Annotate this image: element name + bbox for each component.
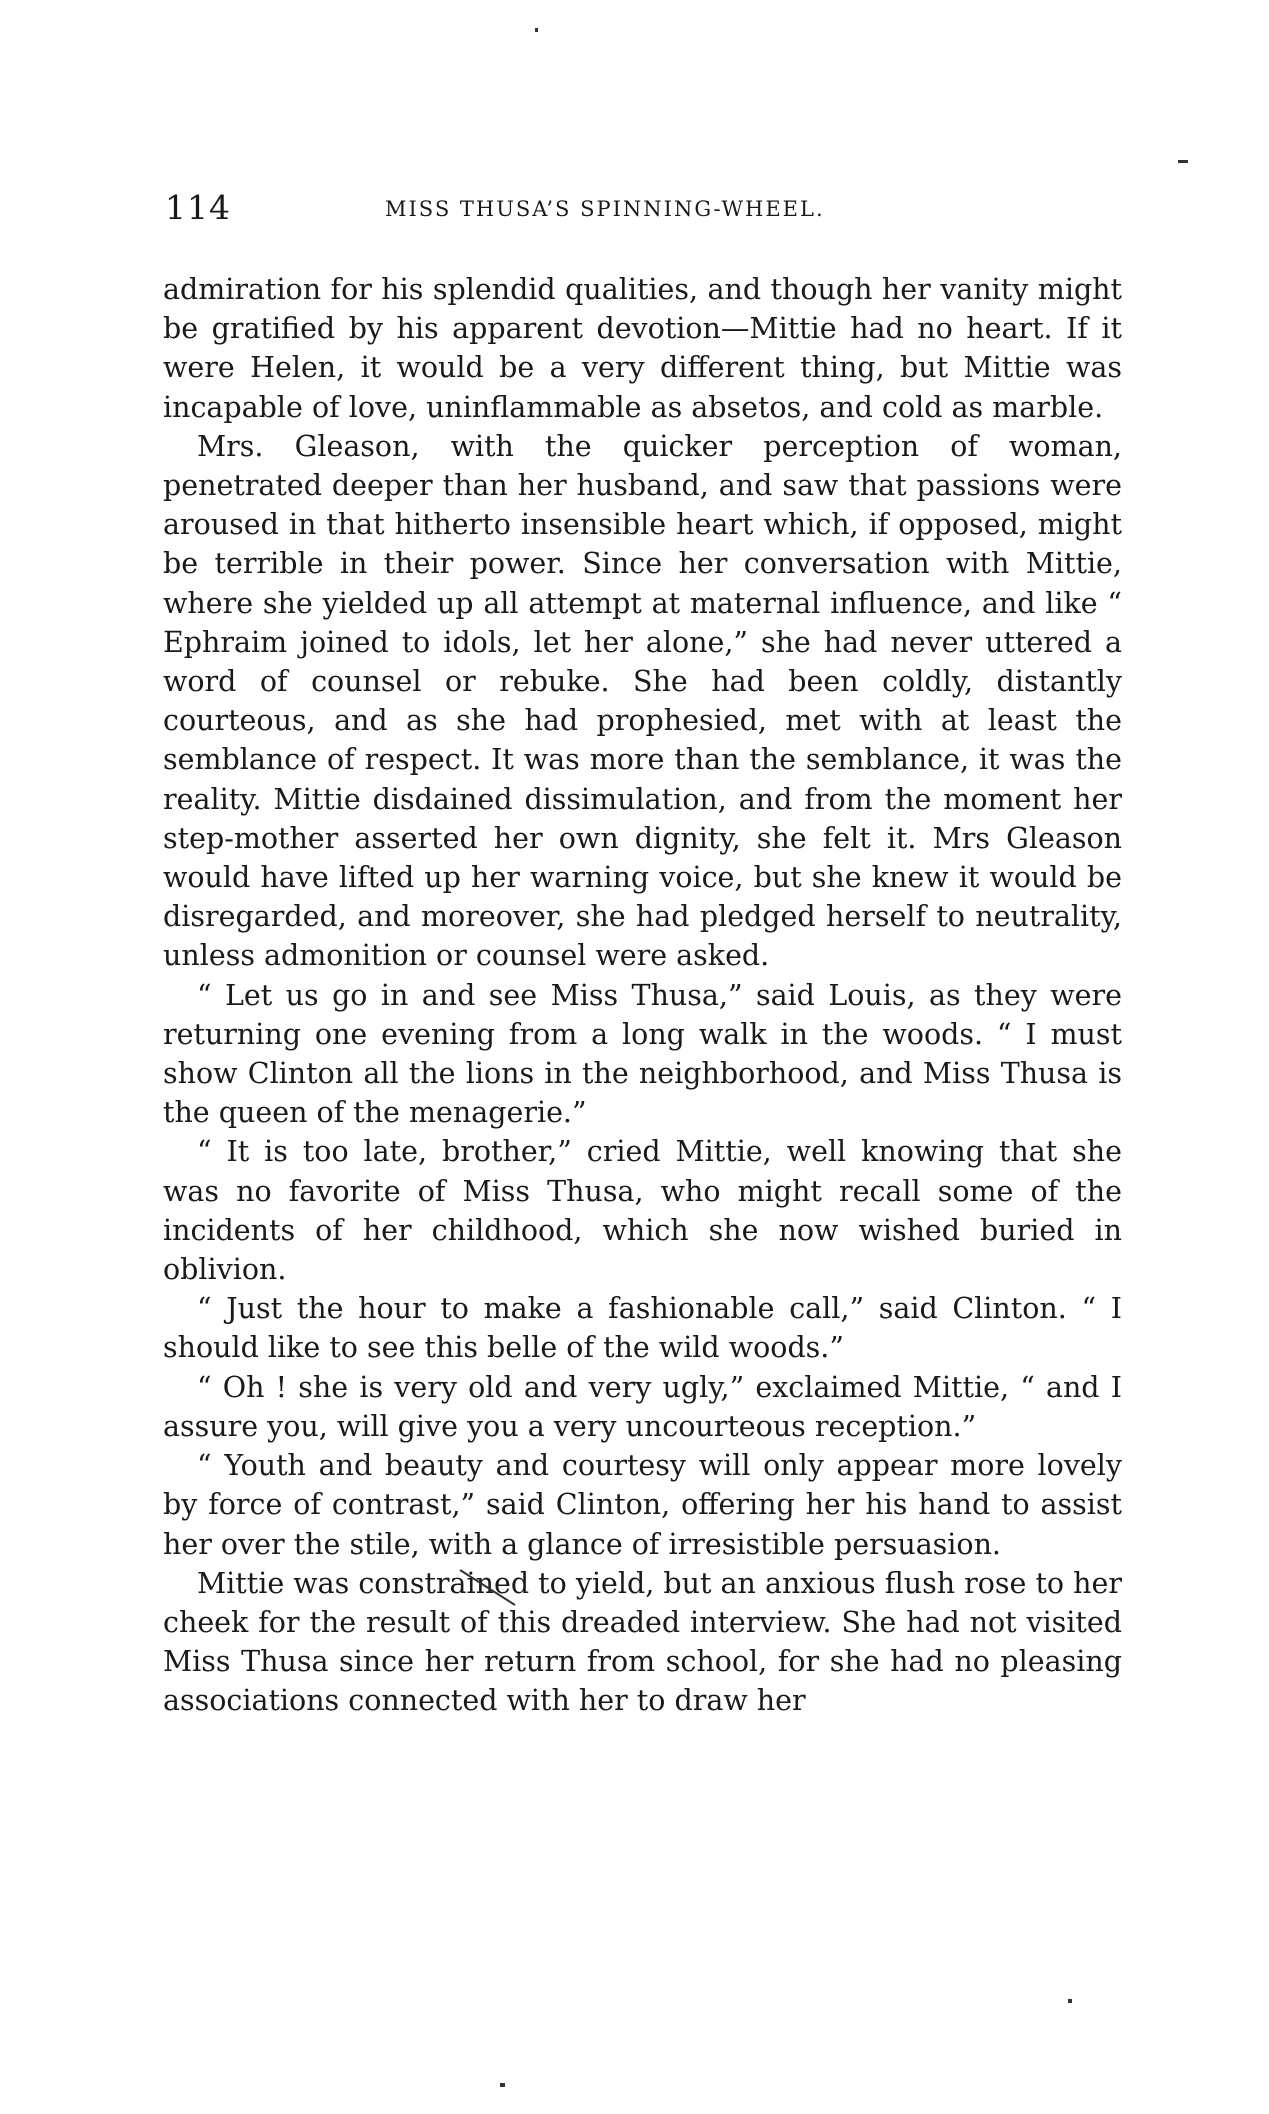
print-speck <box>1178 160 1188 163</box>
paragraph: “ Just the hour to make a fashionable call,” said Clinton. “ I should like to see this belle of the wild woods.” <box>163 1292 1122 1365</box>
print-speck <box>1068 1999 1072 2003</box>
print-speck <box>500 2083 505 2087</box>
page-number: 114 <box>165 188 231 227</box>
print-speck <box>535 28 538 32</box>
running-title: MISS THUSA’S SPINNING-WHEEL. <box>385 197 825 221</box>
paragraph: “ It is too late, brother,” cried Mittie, well knowing that she was no favorite of Miss Thusa, who might recall some of the incidents of her childhood, which she now wished buried in oblivion. <box>163 1135 1122 1287</box>
paragraph: “ Let us go in and see Miss Thusa,” said Louis, as they were returning one evening from a long walk in the woods. “ I must show Clinton all the lions in the neighborhood, and Miss Thusa is the queen of the menagerie.” <box>163 978 1122 1130</box>
paragraph: “ Oh ! she is very old and very ugly,” exclaimed Mittie, “ and I assure you, will give you a very uncourteous reception.” <box>163 1370 1122 1443</box>
paragraph: Mrs. Gleason, with the quicker perception of woman, penetrated deeper than her husband, and saw that passions were aroused in that hitherto insensible heart which, if opposed, might be terrible in their power. Since her conversation with Mittie, where she yielded up all attempt at maternal influence, and like “ Ephraim joined to idols, let her alone,” she had never uttered a word of counsel or rebuke. She had been coldly, distantly courteous, and as she had prophesied, met with at least the semblance of respect. It was more than the semblance, it was the reality. Mittie disdained dissimulation, and from the moment her step-mother asserted her own dignity, she felt it. Mrs Gleason would have lifted up her warning voice, but she knew it would be disregarded, and moreover, she had pledged herself to neutrality, unless admonition or counsel were asked. <box>163 429 1122 973</box>
paragraph: admiration for his splendid qualities, and though her vanity might be gratified by his apparent devotion—Mittie had no heart. If it were Helen, it would be a very different thing, but Mittie was incapable of love, uninflammable as absetos, and cold as marble. <box>163 273 1122 424</box>
page-header <box>165 188 1125 238</box>
paragraph: “ Youth and beauty and courtesy will only appear more lovely by force of contrast,” said Clinton, offering her his hand to assist her over the stile, with a glance of irresistible persuasion. <box>163 1449 1122 1561</box>
paragraph: Mittie was constrained to yield, but an anxious flush rose to her cheek for the result of this dreaded interview. She had not visited Miss Thusa since her return from school, for she had no pleasing associations connected with her to draw her <box>163 1566 1122 1718</box>
body-text <box>163 270 1122 1721</box>
pencil-mark <box>455 1565 525 1610</box>
